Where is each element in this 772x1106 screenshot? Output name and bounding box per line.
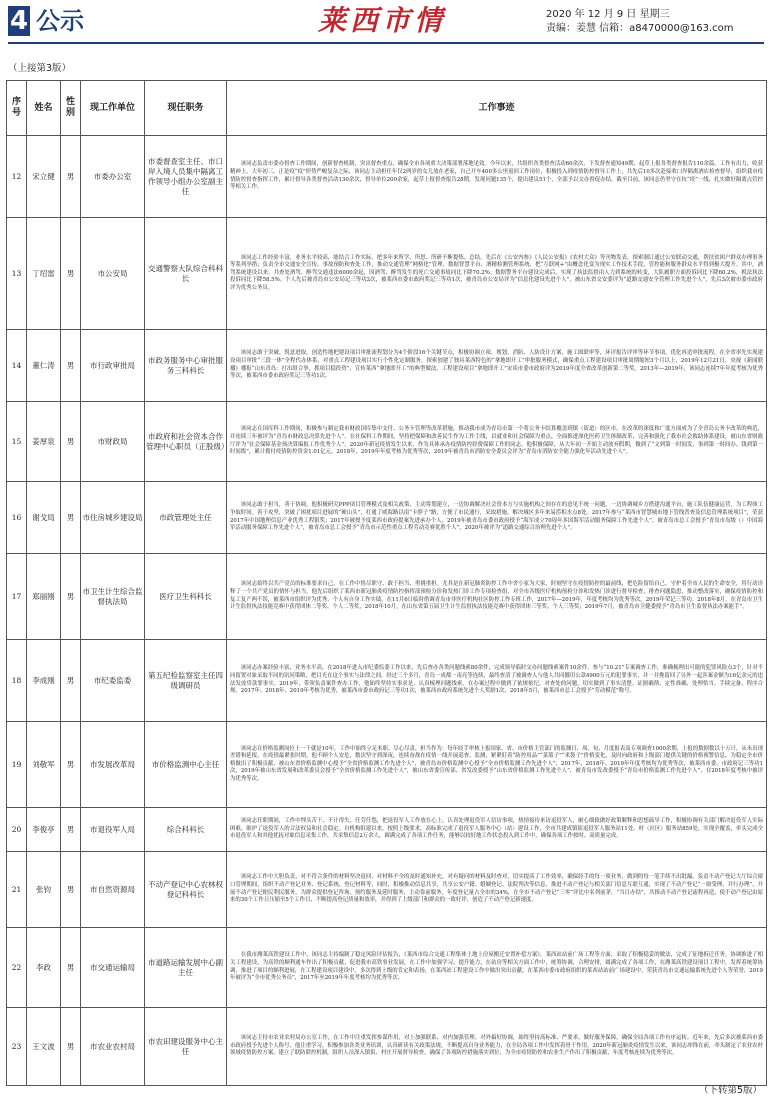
current-post: 市农田建设服务中心主任	[145, 1008, 227, 1086]
table-row	[7, 402, 767, 482]
current-post: 市价格监测中心主任	[145, 722, 227, 808]
current-post: 不动产登记中心农林权登记科科长	[145, 852, 227, 928]
work-unit: 市退役军人局	[81, 808, 145, 852]
section-title: 公示	[36, 7, 84, 35]
table-row	[7, 1008, 767, 1086]
row-number: 21	[7, 852, 27, 928]
row-number: 14	[7, 330, 27, 402]
current-post: 市政府和社会资本合作管理中心职员（正股级）	[145, 402, 227, 482]
col-header-name: 姓名	[27, 81, 61, 136]
work-deeds: 该同志在国库科工作期间，积极参与制定我市财政国库集中支付、公务卡管理等改革措施，推动我市成为青岛市第一个将公务卡结算覆盖到镇（街道）的区市，在改革的深度和广度方面成为了全青岛公务卡改革的典范，并连续三年被评为“青岛市财政总决算先进个人”。在社保科工作期间，坚持把保障和改善民生作为工作主线，以就业和社会保障为重点，全面推进深化医药卫生体制改革，完善和强化了我市社会救助体系建设，被山东省财政厅评为“社会保障基金预决算编报工作优秀个人”。2020年新冠疫情发生以来，作为具体承办疫情防控经费保障工作的同志，他积极保障，从大年初一开始主动放弃假期，做到了“文到第一时间发、事到第一时间办、钱到第一时间拨”，累计拨付疫情防控资金1.01亿元。2018年、2019年年度考核为优秀等次，2019年被青岛市消防安全委员会评为“青岛市消防安全能力强化年活动先进个人”。	[227, 402, 767, 482]
work-deeds: 该同志敢于担当，善于协调，他积极研究PPP项目管理模式及相关政策，主动筹划建立，一边协调解决社会资本方与实施机构之间存在的意见不统一问题，一边协调城乡方搭建沟通平台，施工队伍健康运营，为工程竣工争取时间。善于攻坚，突破了困扰项目进展的“硬山头”，打通了威海路以南“卡脖子”路，方便了市民通行，采取措施，解决城区多年来易涝积水点8处。2017年参与“莱西市智慧城市地下管线普查及信息管理系统项目”，荣获2017年中国地理信息产业优秀工程银奖；2017年被授予度莱西市政府提案先进承办个人，2019年被青岛市委市政府授予“海军成立70周年多国海军活动服务保障工作先进个人”，被青岛市总工会授予“青岛市岛级（）中国海军活动服务保障工作先进个人”，被青岛市总工会授予“青岛市示范性重点工程劳动竞赛优胜个人”，2020年被评为“道路交通综合治理先进个人”。	[227, 482, 767, 554]
person-name: 李成刚	[27, 640, 61, 722]
person-name: 董仁涛	[27, 330, 61, 402]
row-number: 18	[7, 640, 27, 722]
current-post: 交通警察大队综合科科长	[145, 218, 227, 330]
row-number: 17	[7, 554, 27, 640]
table-row	[7, 808, 767, 852]
work-deeds: 该同志始终以共产党员的标准要求自己，在工作中恪尽职守、敢于担当、勇挑重担。尤其是在新冠肺炎防控工作中舍小家为大家，时刻坚守在疫情防控的最前线，把危险留给自己，守护着全市人民的生命安全，用行动诠释了一个共产党员的情怀与担当。他先后组织了莱西市新冠肺炎疫情防控指挥部预检分诊和发热门诊工作专项检查组，对全市各级医疗机构预检分诊和发热门诊进行督导检查，排查问题隐患，推动整改落实，确保疫情防控和复工复产两不误，被莱西市组织评为优秀，个人有自身工作实绩，在11月6日临时借调青岛市非医疗机构社区防控工作专班工作，2017年—2019年，年度考核均为优秀等次，2019年荣记三等功。2018年8月，在青岛市卫生计生监督执法技能竞赛中获得团体二等奖、个人二等奖，2018年10月，在山东省第五届卫生计生监督执法技能竞赛中获得团体三等奖、个人三等奖；2019年7月，被青岛市卫健委授予“青岛市卫生监督执法办案能手”。	[227, 554, 767, 640]
person-name: 丁绍雷	[27, 218, 61, 330]
person-gender: 男	[61, 928, 81, 1008]
person-name: 刘敬军	[27, 722, 61, 808]
header-meta	[546, 8, 733, 36]
page-number: 4	[9, 6, 29, 36]
work-deeds: 该同志主持市农业农村局办公室工作，在工作中注重发挥参谋作用，对上加强联系、对内加强管理、对外搞好协调，始终坚持高标准、严要求，做好服务保障，确保全局各项工作有序运转。近年来，先后多次被莱西市委市政府授予先进个人称号，他注重学习，积极参加各类业务培训，认真研读有关政策法规，不断提高自身业务能力，在全局各项工作中发挥着骨干作用。2020年新冠肺炎疫情发生以来，该同志冲锋在前，牵头制定了农业农村领域疫情防控方案，建立了联防联控机制，组织人员深入镇街、村庄开展督导检查，确保了各项防控措施落实到位，为全市疫情防控和农业生产作出了积极贡献，年度考核连续为优秀等次。	[227, 1008, 767, 1086]
person-gender: 男	[61, 402, 81, 482]
table-row	[7, 482, 767, 554]
header-rule	[8, 42, 764, 44]
work-unit: 市委办公室	[81, 136, 145, 218]
work-unit: 市自然资源局	[81, 852, 145, 928]
current-post: 医疗卫生科科长	[145, 554, 227, 640]
current-post: 市政管理处主任	[145, 482, 227, 554]
work-deeds: 该同志敢于突破、锐意进取，创造性地把建设项目审批流程划分为4个阶段16个关键节点，积极协调立项、规划、消防、人防设计方案、施工图联审等，环评报告评审等环节事项，优化再造审批流程，在全省率先实现建设项目审批“三段一体”全程代办体系，对重点工程建设项目实行个性化定制服务，探索创建了独具莱西特色的“拿地即开工”审批服务模式，确保重点工程建设项目审批周期缩短3个月以上，2019年12月21日，央视《新闻联播》播报“山东青岛：打出组合拳，抓项目稳投资”，宣传莱西“拿地即开工”的典型做法。工程建设项目“拿地即开工”宋谈市委市政府评为2019年度全省改革创新第二等奖。2013年—2019年，该同志连续7年年度考核为优秀等次，被莱西市委市政府奖记三等功1次。	[227, 330, 767, 402]
person-name: 郑丽刚	[27, 554, 61, 640]
person-gender: 男	[61, 482, 81, 554]
person-name: 宋立健	[27, 136, 61, 218]
col-header-post: 现任职务	[145, 81, 227, 136]
work-deeds: 该同志在价格监测岗位上一干就是10年，工作中始终立足本职、尽心尽责、担当作为：每年经手审核上报国家、省、市价格主管部门的监测日、周、旬、月度报表及专项调查1000余期，上报的数据数以十万计，从未出现差错和延报。在疫情最紧张时期，他不顾个人安危，数次坚守到深夜，连续奋战在疫情一线开展巡查、监测，紧紧盯着“防控用品”“菜篮子”“米袋子”价格变化，及时向政府和上级部门提供关键的价格预警信息，为稳定全市价格做出了积极贡献，被山东省价格监测中心授予“全省价格监测工作先进个人”，被青岛市价格监测中心授予“全市价格监测工作先进个人”，2017年、2018年、2019年年度考核均为优秀等次，被莱西市委、市政府记三等功1次，2019年被山东省发展和改革委员会授予“全省价格监测工作先进个人”，被山东省委宣传部、省发改委授予“山东省价格监测工作先进个人”，被青岛市发改委授予“青岛市价格监测工作先进个人”，在2018年度考核中被评为优秀等次。	[227, 722, 767, 808]
person-gender: 男	[61, 722, 81, 808]
announcement-table	[6, 80, 767, 1086]
work-unit: 市住房城乡建设局	[81, 482, 145, 554]
person-gender: 男	[61, 136, 81, 218]
table-row	[7, 330, 767, 402]
row-number: 15	[7, 402, 27, 482]
person-gender: 男	[61, 852, 81, 928]
person-gender: 男	[61, 218, 81, 330]
work-unit: 市农业农村局	[81, 1008, 145, 1086]
col-header-no: 序号	[7, 81, 27, 136]
work-unit: 市财政局	[81, 402, 145, 482]
person-name: 王文波	[27, 1008, 61, 1086]
current-post: 市政务服务中心审批服务三科科长	[145, 330, 227, 402]
col-header-gender: 性别	[61, 81, 81, 136]
work-unit: 市交通运输局	[81, 928, 145, 1008]
person-name: 李政	[27, 928, 61, 1008]
continuation-note-top: （上接第3版）	[8, 63, 72, 74]
work-unit: 市卫生计生综合监督执法局	[81, 554, 145, 640]
row-number: 12	[7, 136, 27, 218]
table-row	[7, 218, 767, 330]
work-deeds: 该同志任职期间，工作中埋头苦干、不计得失、任劳任怨，把退役军人工作放在心上，认真处理退役军人信访事项，热情接待来访退役军人，耐心细致做好政策解释和思想疏导工作，积极协调有关部门解决退役军人实际困难，维护了退役军人的合法权益和社会稳定。自机构组建以来，按照上级要求，高标准完成了退役军人服务中心（站）建设工作，全市共建成镇街退役军人服务站11处、村（社区）服务站859处，实现全覆盖，牵头完成全市退役军人和其他优抚对象信息采集工作，共采集信息2万余人，圆满完成了各项工作任务，能够以较好地工作状态投入到工作中，确保各项工作按时、高质量完成。	[227, 808, 767, 852]
work-deeds: 在我市潍莱高铁建设工作中，该同志主持编制了稳定风险评估报告，《莱西市综合交通工程集体土地上房屋搬迁安置补偿方案》，莱西站站前广场工程等方面，采取了积极稳妥的做法，完成了征地拆迁任务，协调推进了相关工程建设，为高铁的顺利通车作出了积极贡献，促进我市高铁事业发展，在工作中加强学习、提升能力，在站房等相关方面工作中，统筹协调，合理安排，圆满完成了各项工作，在潍莱高铁建设项目工程中，发挥着统筹协调，推进了项目的顺利进展，在工程建设项目建设中，多次得到上级的肯定和表扬，在莱西站工程建设工作中做出突出贡献，在莱西市委市政府组织的莱西站站前广场建设中，荣获青岛市交通运输系统先进个人等荣誉，2019年被评为“全市优秀公务员”，2017年至2019年年度考核均为优秀等次。	[227, 928, 767, 1008]
current-post: 综合科科长	[145, 808, 227, 852]
continuation-note-bottom: （下转第5版）	[698, 1085, 762, 1096]
person-gender: 男	[61, 1008, 81, 1086]
work-unit: 市纪委监委	[81, 640, 145, 722]
work-deeds: 该同志办案经验丰富，业务水平高。在2018年进入市纪委监委工作以来，先后查办各类问题线索80余件，完成领导临时交办问题线索案件10余件。参与“10.21”专案调查工作，准确梳理出可能的犯罪风险点3个，针对不同留置对象采取不同的讯问策略，把目光在这个事实与法律之间，经过三个多月，青岛一成都一南亮等连续，最终查清了被调查人与他人共同挪用公款4900万元的犯罪事实，并一并挽留回了另外一起涉案金额为16亿余元的违法发放贷款罪事实。2019年，带领负责案件查办工作，他始终坚持实事求是，认真梳理问题线索，在办案过程中做到了依规依纪，对查处的问题，切实做到了事实清楚、证据确凿、定性准确、处理恰当、手续完备、程序合规。2017年、2018年、2019年考核为优秀，被莱西市委市政府记三等功1次，被莱西市政府系统先进个人奖励1次，2018年5月，被莱西市总工会授予“劳动模范”称号。	[227, 640, 767, 722]
row-number: 16	[7, 482, 27, 554]
work-unit: 市行政审批局	[81, 330, 145, 402]
row-number: 22	[7, 928, 27, 1008]
editor-line: 责编：姜慧 信箱：a8470000@163.com	[546, 23, 734, 34]
current-post: 市委督查室主任、市口岸入境人员集中隔离工作领导小组办公室副主任	[145, 136, 227, 218]
person-name: 李俊亭	[27, 808, 61, 852]
work-deeds: 该同志工作经验丰富，业务水平较高，能结合工作实际，把多年来所学、所思、所研不断提炼、总结，先后在《公安内参》《人民公安报》《农村大众》等刊物发表，探索制订通过公安联动交通，帮扶贫困户群众办理事务等系列举措；负责全市交通安全宣传、事故预防和查处工作，推动交通管理“网格化”管理、数据智慧平台、酒精检测管理系统、把“互联网+”由概念化变为现实工作技术手段，管控能和服务群众水平得到极大提升。其中，酒驾系统建设以来，共查处酒驾、醉驾交通违法6000余起，因酒驾、醉驾发生的死亡交通事故同比下降70.2%；数据警务平台建设完成后，实现了执法监督由人力到系统的转变，大队履职方面投诉同比下降60.2%，税法执法投诉同比下降58.5%。个人先后被青岛市公安局记三等功2次，被莱西市委市政府奖记三等功1次，被青岛市公安局评为“信息化建设先进个人”，被山东省交安委评为“道路交通安全管理工作先进个人”，先后3次被市委市政府评为优秀公务员。	[227, 218, 767, 330]
person-gender: 男	[61, 640, 81, 722]
table-row	[7, 852, 767, 928]
table-row	[7, 554, 767, 640]
person-gender: 男	[61, 808, 81, 852]
page-header	[0, 0, 772, 44]
row-number: 13	[7, 218, 27, 330]
work-deeds: 该同志负责市委办督查工作期间，创新督查机制，突出督查重点，确保全市各项重大决策部署落地见效。今年以来，共组织各类督查活动60余次，下发督查通知49期，起草上报各类督查报告110余篇。工作有出力，收获精神上，大年初三，正是疫“疫”形势严峻复杂之际，该同志主动担任年仅2两岁的女儿放在老家，自己开车400多公里返回工作岗位，积极投入到疫情防控督导工作上，共先后10多次赴接收口岸隔离酒店检查督导，组织我市疫情防控督查指挥工作，累计督导各类督查活动130余次，督导单位200余家，起草上报督查报告28期，发现问题135个，提出建议51个，全部予以交办督促办结。截至目前，该同志仍坚守在抗“疫”一线，扎实做好隔离点管控等相关工作。	[227, 136, 767, 218]
person-name: 谢戈局	[27, 482, 61, 554]
person-name: 姜厚泉	[27, 402, 61, 482]
work-unit: 市发展改革局	[81, 722, 145, 808]
masthead-logo: 莱西市情	[318, 4, 447, 37]
table-row	[7, 640, 767, 722]
table-row	[7, 928, 767, 1008]
person-gender: 男	[61, 330, 81, 402]
table-body	[7, 136, 767, 1086]
current-post: 市道路运输发展中心副主任	[145, 928, 227, 1008]
person-name: 张钧	[27, 852, 61, 928]
date-line: 2020 年 12 月 9 日 星期三	[546, 9, 670, 20]
col-header-unit: 现工作单位	[81, 81, 145, 136]
work-deeds: 该同志工作中大胆负责，对不符合条件的材料坚决退回，对材料不全的及时通知补充，对有疑问的材料及时查对，切实提高了工作效率，确保经手的每一项业务，做到的每一笔手续不出纰漏。负责不动产登记大厅综合窗口管理期间，组织不动产登记业务、登记系统、登记材料等，同时，积极推动信息共享，共享公安户籍、婚姻登记、法院判决等信息，推进不动产登记与相关部门信息互联互通，实现了不动产登记“一窗受理、并行办理”，开展不动产登记便民利民服务，为群众提供登记咨询、预约服务及延时服务，主动靠前服务，年度登记量占全市的34%，在全市不动产登记“三零”评比中名列前茅，“当日办结”，共推动不动产登记流程再造，使不动产登记由原来的30个工作日压缩至5个工作日，不断提高登记质量和效率，并得到了上级部门和群众的一致好评，创造了不动产登记新速度。	[227, 852, 767, 928]
row-number: 19	[7, 722, 27, 808]
row-number: 23	[7, 1008, 27, 1086]
col-header-deeds: 工作事迹	[227, 81, 767, 136]
person-gender: 男	[61, 554, 81, 640]
table-header-row	[7, 81, 767, 136]
table-row	[7, 722, 767, 808]
row-number: 20	[7, 808, 27, 852]
current-post: 第五纪检监察室主任四级调研员	[145, 640, 227, 722]
work-unit: 市公安局	[81, 218, 145, 330]
table-row	[7, 136, 767, 218]
